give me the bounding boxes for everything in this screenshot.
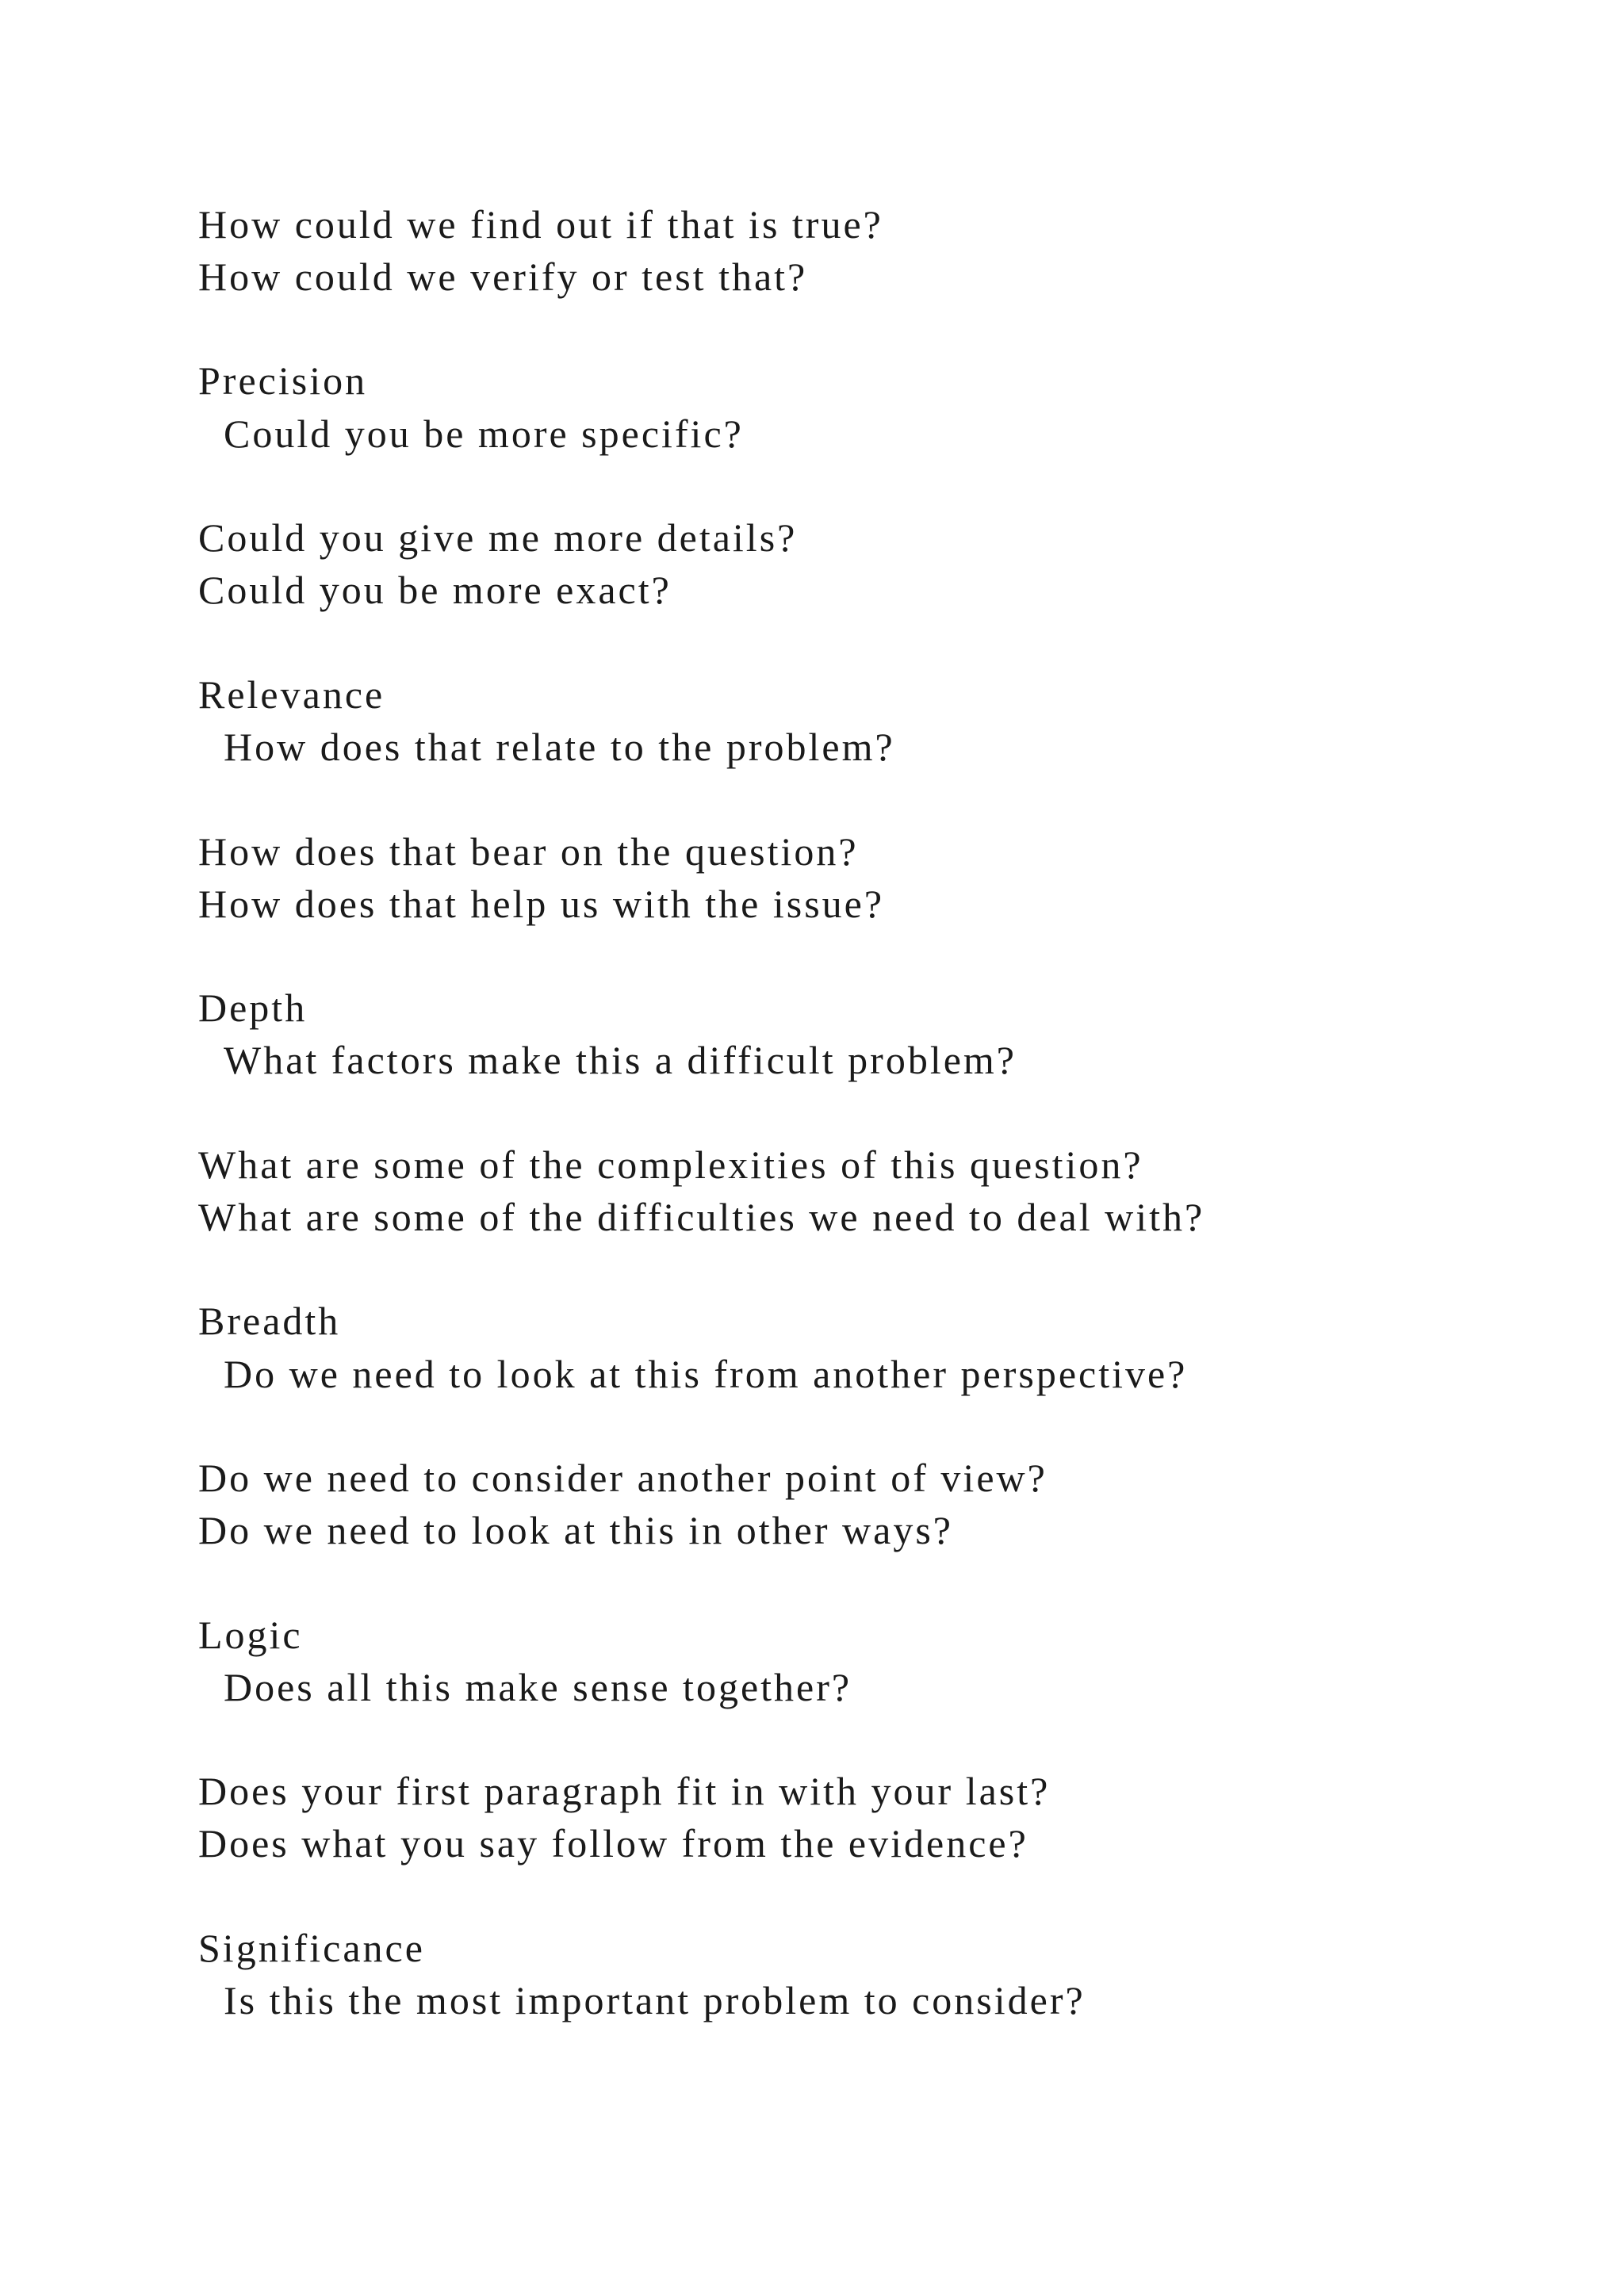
text-line: Do we need to look at this from another perspective? <box>224 1352 1188 1396</box>
text-line: How could we verify or test that? <box>198 254 808 299</box>
section-heading-depth: Depth <box>198 985 308 1030</box>
text-line: Do we need to look at this in other ways? <box>198 1508 953 1552</box>
text-line: Does what you say follow from the evidence? <box>198 1821 1028 1866</box>
text-line: What are some of the difficulties we need to deal with? <box>198 1195 1205 1239</box>
text-line: Does all this make sense together? <box>224 1665 852 1709</box>
text-line: Is this the most important problem to consider? <box>224 1978 1086 2022</box>
section-heading-relevance: Relevance <box>198 672 385 717</box>
section-heading-logic: Logic <box>198 1613 303 1657</box>
text-line: How does that help us with the issue? <box>198 882 885 926</box>
text-line: What are some of the complexities of this question? <box>198 1142 1143 1187</box>
section-heading-significance: Significance <box>198 1926 425 1970</box>
text-line: What factors make this a difficult problem? <box>224 1038 1017 1082</box>
text-line: How does that bear on the question? <box>198 829 859 874</box>
section-heading-breadth: Breadth <box>198 1299 341 1343</box>
section-heading-precision: Precision <box>198 358 368 403</box>
text-line: Could you give me more details? <box>198 515 798 560</box>
text-line: Could you be more specific? <box>224 411 744 456</box>
text-line: How does that relate to the problem? <box>224 725 895 769</box>
text-line: Could you be more exact? <box>198 568 672 612</box>
text-line: Does your first paragraph fit in with your last? <box>198 1769 1051 1813</box>
text-line: Do we need to consider another point of view? <box>198 1456 1048 1500</box>
text-line: How could we find out if that is true? <box>198 202 883 247</box>
